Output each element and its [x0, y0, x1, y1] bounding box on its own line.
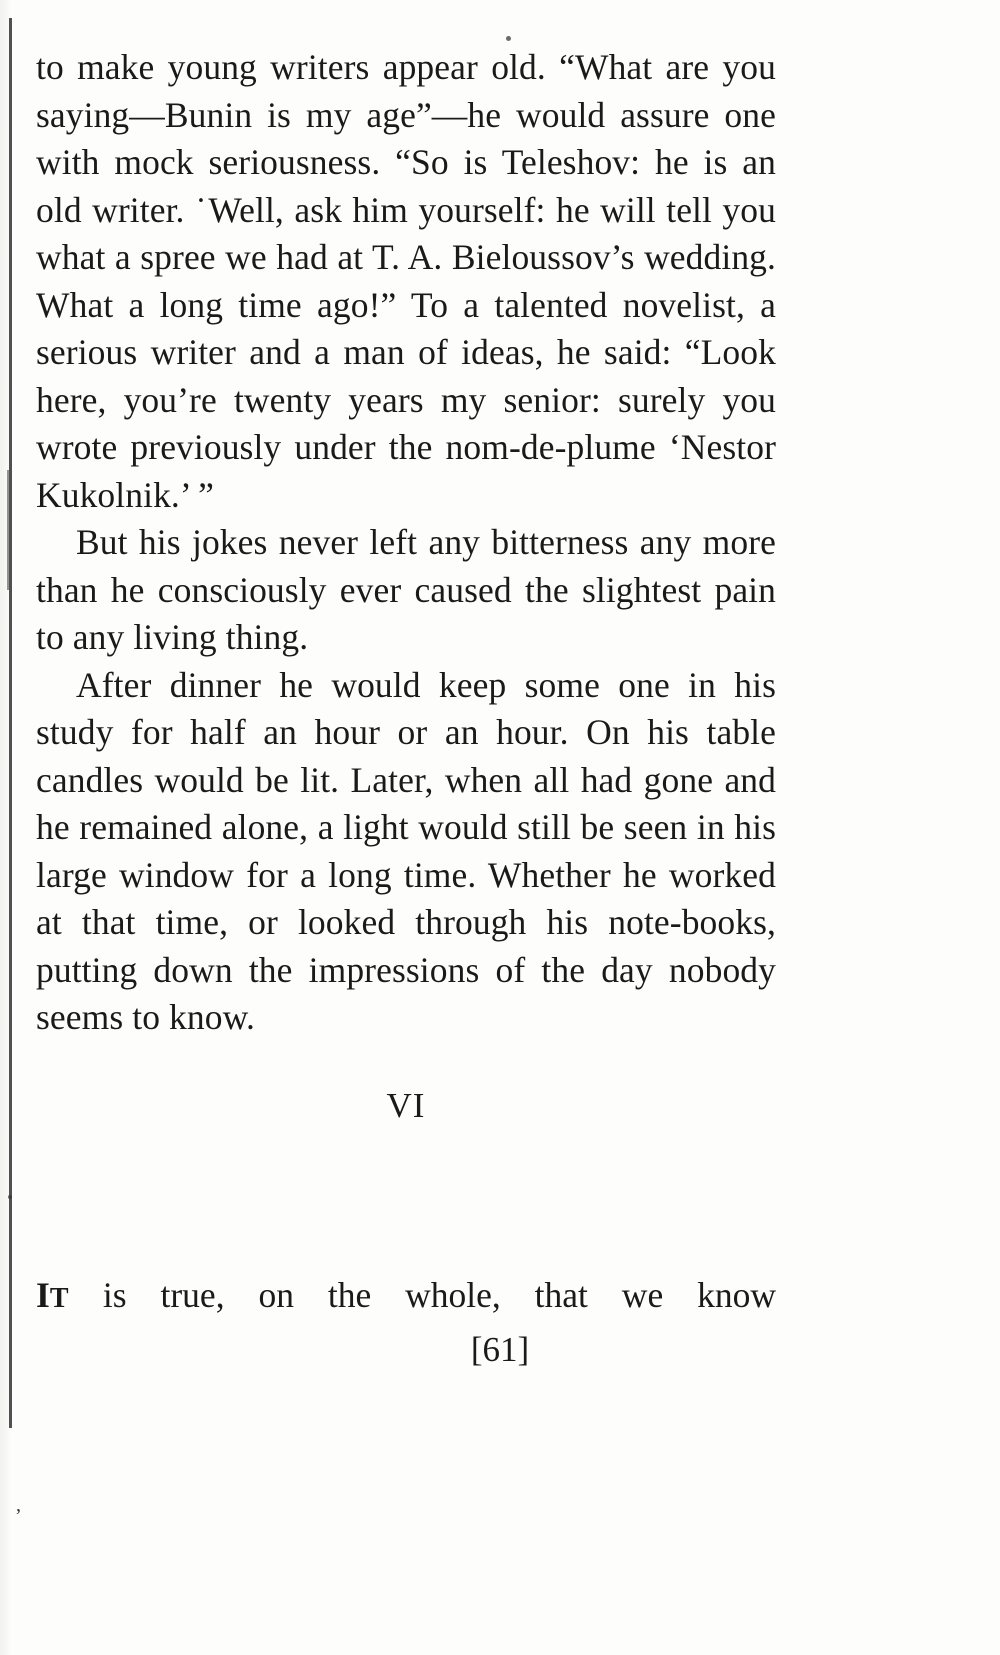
section-opening-rest: is true, on the whole, that we know	[69, 1275, 776, 1315]
paragraph-jokes: But his jokes never left any bitterness any more than he consciously ever caused the slightest pain to any living thing.	[36, 522, 776, 657]
section-number-heading: VI	[386, 1085, 426, 1125]
small-cap-letter: T	[49, 1283, 70, 1314]
scan-speck	[506, 36, 511, 41]
binding-edge-artifact-secondary	[7, 470, 9, 590]
scan-mark-bottom: ,	[16, 1494, 21, 1516]
paragraph-after-dinner: After dinner he would keep some one in his study for half an hour or an hour. On his table candles would be lit. Later, when all had gone and he remained alone, a light would still be seen in his large window for a long time. Whether he worked at that time, or looked through his note-books, putting down the impressions of the day nobody seems to know.	[36, 664, 776, 1037]
scan-speck	[8, 1195, 12, 1199]
paragraph-continued: to make young writers appear old. “What are you saying—Bunin is my age”—he would assure one with mock seriousness. “So is Teleshov: he is an old writer. ˙Well, ask him yourself: he will tell you what a spree we had at T. A. Bieloussov’s wedding. What a long time ago!” To a talented novelist, a serious writer and a man of ideas, he said: “Look here, you’re twenty years my senior: surely you wrote previously under the nom-de-plume ‘Nestor Kukolnik.’ ”	[36, 47, 776, 515]
drop-initial: I	[36, 1275, 50, 1315]
binding-edge-artifact	[9, 18, 12, 1428]
page-number: [61]	[470, 1330, 530, 1369]
page-text-block	[36, 44, 776, 1168]
